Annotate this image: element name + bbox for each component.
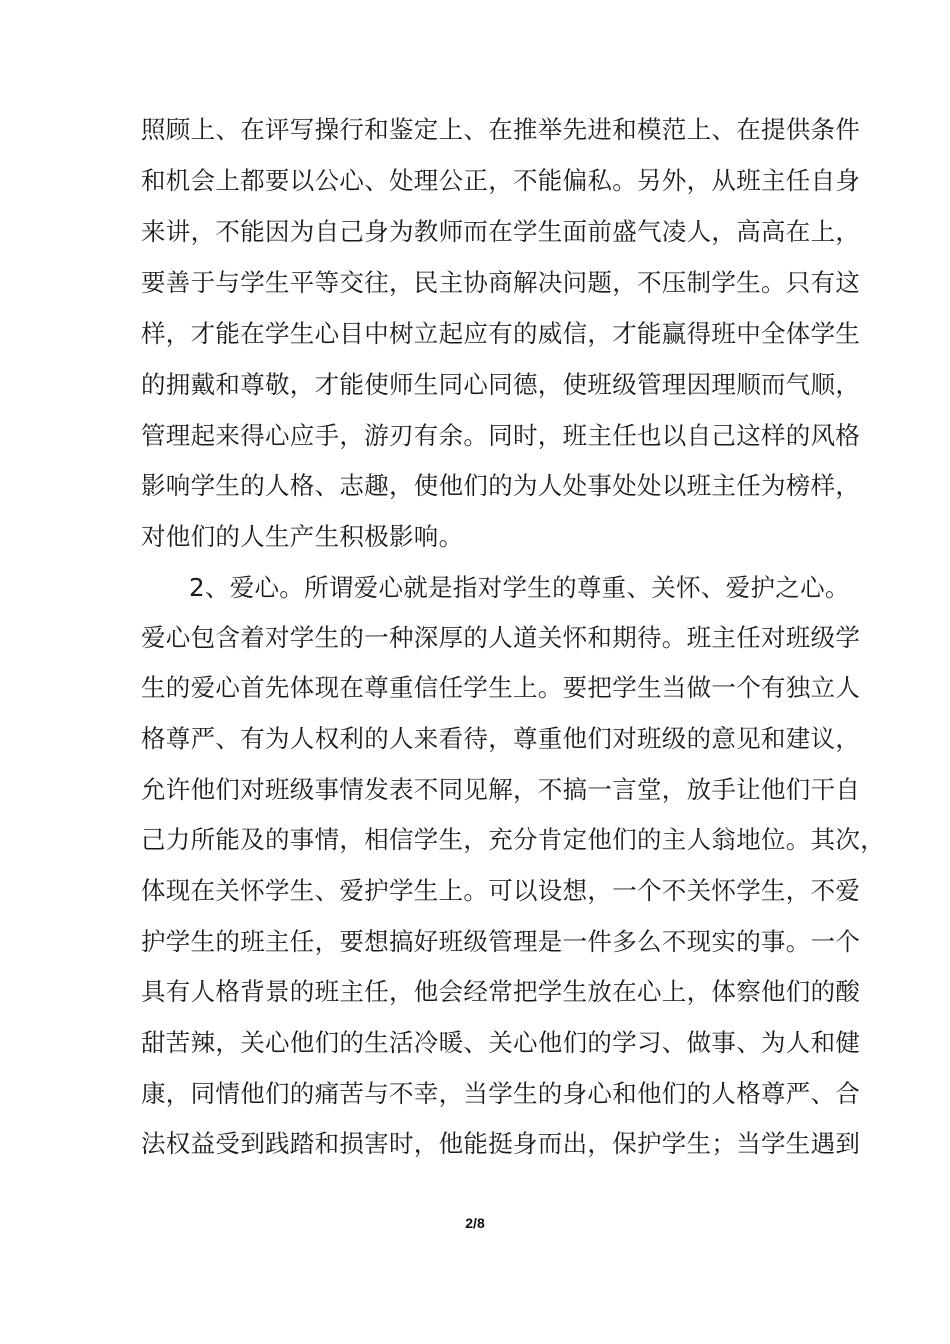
text-line: 己力所能及的事情，相信学生，充分肯定他们的主人翁地位。其次， bbox=[141, 825, 885, 854]
text-line: 护学生的班主任，要想搞好班级管理是一件多么不现实的事。一个 bbox=[141, 927, 861, 956]
text-line: 2、爱心。所谓爱心就是指对学生的尊重、关怀、爱护之心。 bbox=[189, 573, 850, 602]
text-line: 的拥戴和尊敬，才能使师生同心同德，使班级管理因理顺而气顺， bbox=[141, 370, 861, 399]
text-line: 体现在关怀学生、爱护学生上。可以设想，一个不关怀学生，不爱 bbox=[141, 876, 861, 905]
text-line: 来讲，不能因为自己身为教师而在学生面前盛气凌人，高高在上， bbox=[141, 217, 861, 246]
text-line: 对他们的人生产生积极影响。 bbox=[141, 522, 464, 551]
text-line: 甜苦辣，关心他们的生活冷暖、关心他们的学习、做事、为人和健 bbox=[141, 1028, 861, 1057]
text-line: 具有人格背景的班主任，他会经常把学生放在心上，体察他们的酸 bbox=[141, 977, 861, 1006]
text-line: 管理起来得心应手，游刃有余。同时，班主任也以自己这样的风格 bbox=[141, 421, 861, 450]
text-line: 允许他们对班级事情发表不同见解，不搞一言堂，放手让他们干自 bbox=[141, 775, 861, 804]
text-line: 格尊严、有为人权利的人来看待，尊重他们对班级的意见和建议， bbox=[141, 724, 861, 753]
text-line: 影响学生的人格、志趣，使他们的为人处事处处以班主任为榜样， bbox=[141, 471, 861, 500]
text-line: 爱心包含着对学生的一种深厚的人道关怀和期待。班主任对班级学 bbox=[141, 623, 861, 652]
text-line: 康，同情他们的痛苦与不幸，当学生的身心和他们的人格尊严、合 bbox=[141, 1079, 861, 1108]
text-line: 法权益受到践踏和损害时，他能挺身而出，保护学生；当学生遇到 bbox=[141, 1129, 861, 1158]
page-number: 2/8 bbox=[465, 1215, 485, 1231]
text-line: 样，才能在学生心目中树立起应有的威信，才能赢得班中全体学生 bbox=[141, 319, 861, 348]
text-line: 和机会上都要以公心、处理公正，不能偏私。另外，从班主任自身 bbox=[141, 166, 861, 195]
text-line: 要善于与学生平等交往，民主协商解决问题，不压制学生。只有这 bbox=[141, 268, 861, 297]
text-line: 生的爱心首先体现在尊重信任学生上。要把学生当做一个有独立人 bbox=[141, 673, 861, 702]
text-line: 照顾上、在评写操行和鉴定上、在推举先进和模范上、在提供条件 bbox=[141, 115, 861, 144]
